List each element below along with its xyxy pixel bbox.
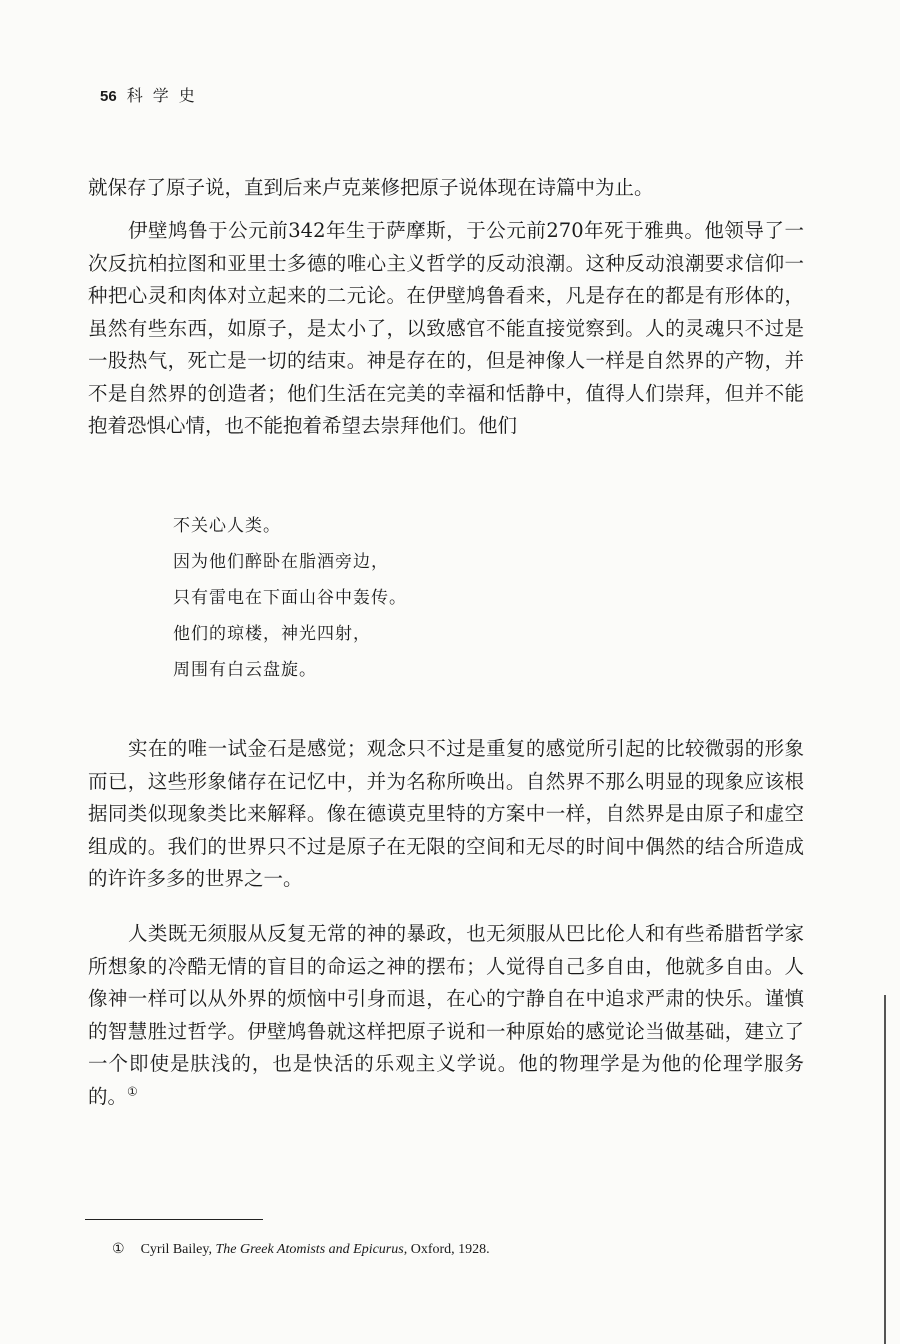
page-header (100, 84, 205, 109)
paragraph-3: 实在的唯一试金石是感觉；观念只不过是重复的感觉所引起的比较微弱的形象而已，这些形象储存在记忆中，并为名称所唤出。自然界不那么明显的现象应该根据同类似现象类比来解释。像在德谟克里特的方案中一样，自然界是由原子和虚空组成的。我们的世界只不过是原子在无限的空间和无尽的时间中偶然的结合所造成的许许多多的世界之一。 (88, 737, 804, 890)
footnote (112, 1239, 490, 1261)
paragraph-2: 伊壁鸠鲁于公元前342年生于萨摩斯，于公元前270年死于雅典。他领导了一次反抗柏拉图和亚里士多德的唯心主义哲学的反动浪潮。这种反动浪潮要求信仰一种把心灵和肉体对立起来的二元论。在伊壁鸠鲁看来，凡是存在的都是有形体的，虽然有些东西，如原子，是太小了，以致感官不能直接觉察到。人的灵魂只不过是一股热气，死亡是一切的结束。神是存在的，但是神像人一样是自然界的产物，并不是自然界的创造者；他们生活在完美的幸福和恬静中，值得人们崇拜，但并不能抱着恐惧心情，也不能抱着希望去崇拜他们。他们 (88, 219, 804, 437)
poem-line: 因为他们醉卧在脂酒旁边， (173, 552, 389, 572)
paragraph-4 (88, 918, 804, 1113)
paragraph-4-text: 人类既无须服从反复无常的神的暴政，也无须服从巴比伦人和有些希腊哲学家所想象的冷酷无情的盲目的命运之神的摆布；人觉得自己多自由，他就多自由。人像神一样可以从外界的烦恼中引身而退，在心的宁静自在中追求严肃的快乐。谨慎的智慧胜过哲学。伊壁鸠鲁就这样把原子说和一种原始的感觉论当做基础，建立了一个即使是肤浅的，也是快活的乐观主义学说。他的物理学是为他的伦理学服务的。 (88, 922, 804, 1108)
running-title: 科学史 (126, 86, 205, 105)
footnote-book-title: The Greek Atomists and Epicurus (215, 1242, 404, 1257)
poem-line: 只有雷电在下面山谷中轰传。 (173, 588, 407, 608)
page-number: 56 (100, 88, 117, 105)
page-edge-line (884, 995, 886, 1344)
paragraph-1: 就保存了原子说，直到后来卢克莱修把原子说体现在诗篇中为止。 (88, 176, 654, 199)
footnote-reference[interactable]: ① (127, 1084, 138, 1098)
poem-line: 周围有白云盘旋。 (173, 660, 317, 680)
footnote-number: ① (112, 1242, 125, 1257)
poem-line: 不关心人类。 (173, 516, 281, 536)
poem-quote (173, 508, 407, 688)
footnote-author: Cyril Bailey, (140, 1242, 212, 1257)
poem-line: 他们的琼楼，神光四射， (173, 624, 371, 644)
footnote-divider (85, 1219, 263, 1220)
footnote-publication: , Oxford, 1928. (403, 1242, 490, 1257)
